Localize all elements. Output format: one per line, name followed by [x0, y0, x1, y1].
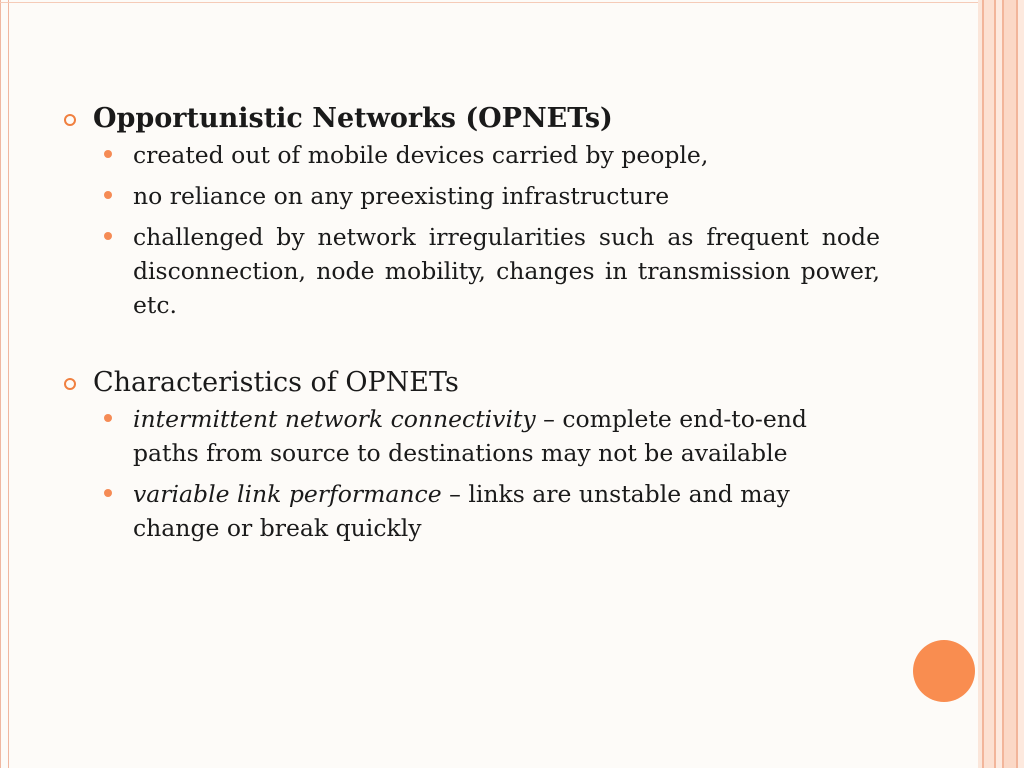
ring-bullet-icon [64, 378, 76, 390]
right-decorative-stripes [978, 0, 1024, 768]
decorative-orange-circle [913, 640, 975, 702]
ring-bullet-icon [64, 114, 76, 126]
bullet-item [60, 402, 880, 470]
dot-bullet-icon [104, 414, 112, 422]
dot-bullet-icon [104, 489, 112, 497]
left-frame-border [0, 0, 9, 768]
section-heading: Characteristics of OPNETs [60, 364, 880, 402]
bullet-text: – links are unstable and may change or break quickly [133, 480, 790, 542]
bullet-text: – complete end-to-end paths from source to destinations may not be available [133, 405, 807, 467]
dot-bullet-icon [104, 232, 112, 240]
dot-bullet-icon [104, 150, 112, 158]
section-characteristics [60, 364, 880, 545]
bullet-term: variable link performance [133, 480, 442, 508]
bullet-list [60, 402, 880, 545]
bullet-item [60, 477, 880, 545]
bullet-item: challenged by network irregularities such as frequent node disconnection, node mobility, changes in transmission power, etc. [60, 220, 880, 322]
top-frame-line [0, 2, 980, 3]
bullet-item: no reliance on any preexisting infrastructure [60, 179, 880, 213]
slide-content [60, 100, 880, 545]
bullet-item: created out of mobile devices carried by people, [60, 138, 880, 172]
dot-bullet-icon [104, 191, 112, 199]
section-opnets [60, 100, 880, 322]
bullet-term: intermittent network connectivity [133, 405, 536, 433]
bullet-list [60, 138, 880, 322]
section-heading: Opportunistic Networks (OPNETs) [60, 100, 880, 138]
